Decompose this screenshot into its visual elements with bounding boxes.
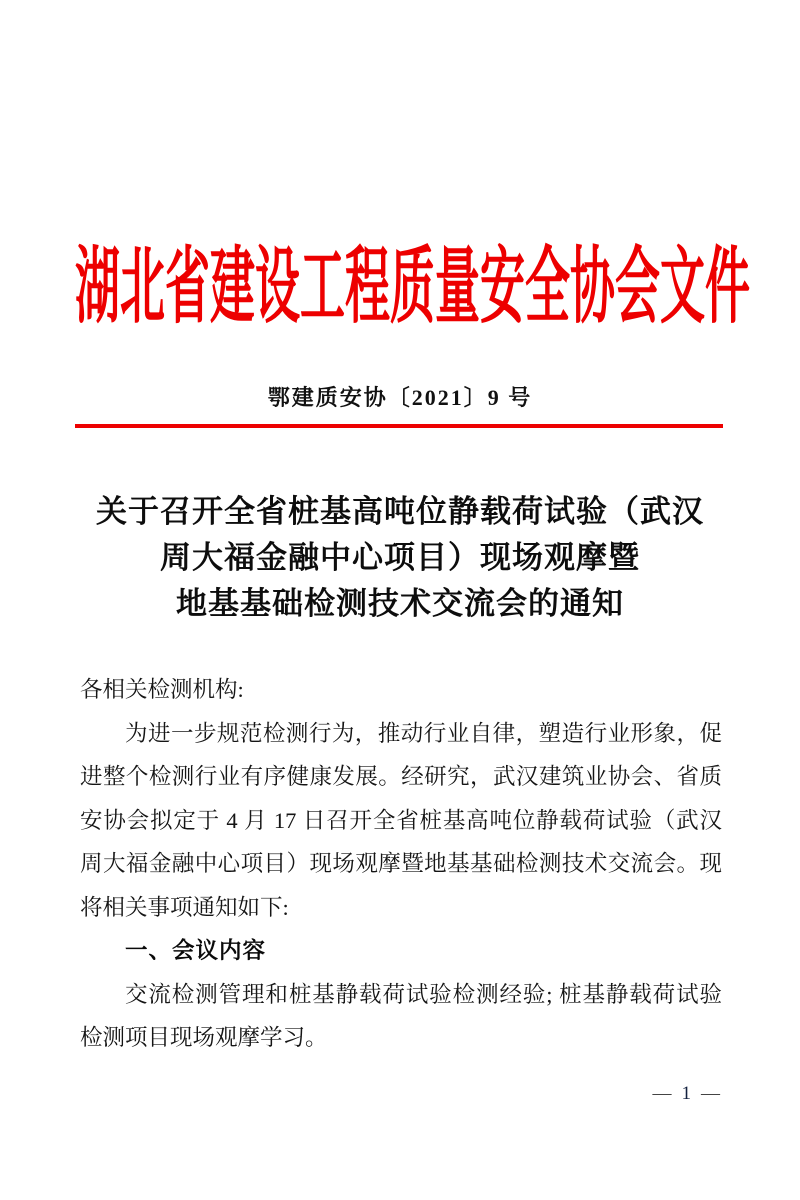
page-number-left-dash: — <box>652 1083 672 1104</box>
issuer-banner-title: 湖北省建设工程质量安全协会文件 <box>75 240 751 334</box>
section-heading-1: 一、会议内容 <box>125 938 267 963</box>
notice-title-line-3: 地基基础检测技术交流会的通知 <box>176 586 624 621</box>
paragraph-line: 进整个检测行业有序健康发展。经研究，武汉建筑业协会、省质 <box>80 764 722 789</box>
notice-body <box>80 668 722 1060</box>
page-number <box>653 1082 721 1106</box>
page-number-right-dash: — <box>701 1083 720 1104</box>
paragraph-line: 周大福金融中心项目）现场观摩暨地基基础检测技术交流会。现 <box>80 851 722 876</box>
red-divider-line <box>75 424 723 428</box>
notice-title-line-2: 周大福金融中心项目）现场观摩暨 <box>160 540 640 575</box>
document-number: 鄂建质安协〔2021〕9 号 <box>267 385 533 410</box>
salutation: 各相关检测机构: <box>80 677 244 702</box>
notice-title <box>40 489 760 627</box>
notice-title-line-1: 关于召开全省桩基高吨位静载荷试验（武汉 <box>96 494 704 529</box>
paragraph-line: 交流检测管理和桩基静载荷试验检测经验; 桩基静载荷试验 <box>125 981 722 1007</box>
paragraph-line: 安协会拟定于 4 月 17 日召开全省桩基高吨位静载荷试验（武汉 <box>80 807 722 833</box>
page-number-value: 1 <box>681 1083 691 1104</box>
paragraph-line: 将相关事项通知如下: <box>80 894 289 920</box>
paragraph-line: 为进一步规范检测行为，推动行业自律，塑造行业形象，促 <box>125 720 722 746</box>
paragraph-line: 检测项目现场观摩学习。 <box>80 1025 328 1050</box>
